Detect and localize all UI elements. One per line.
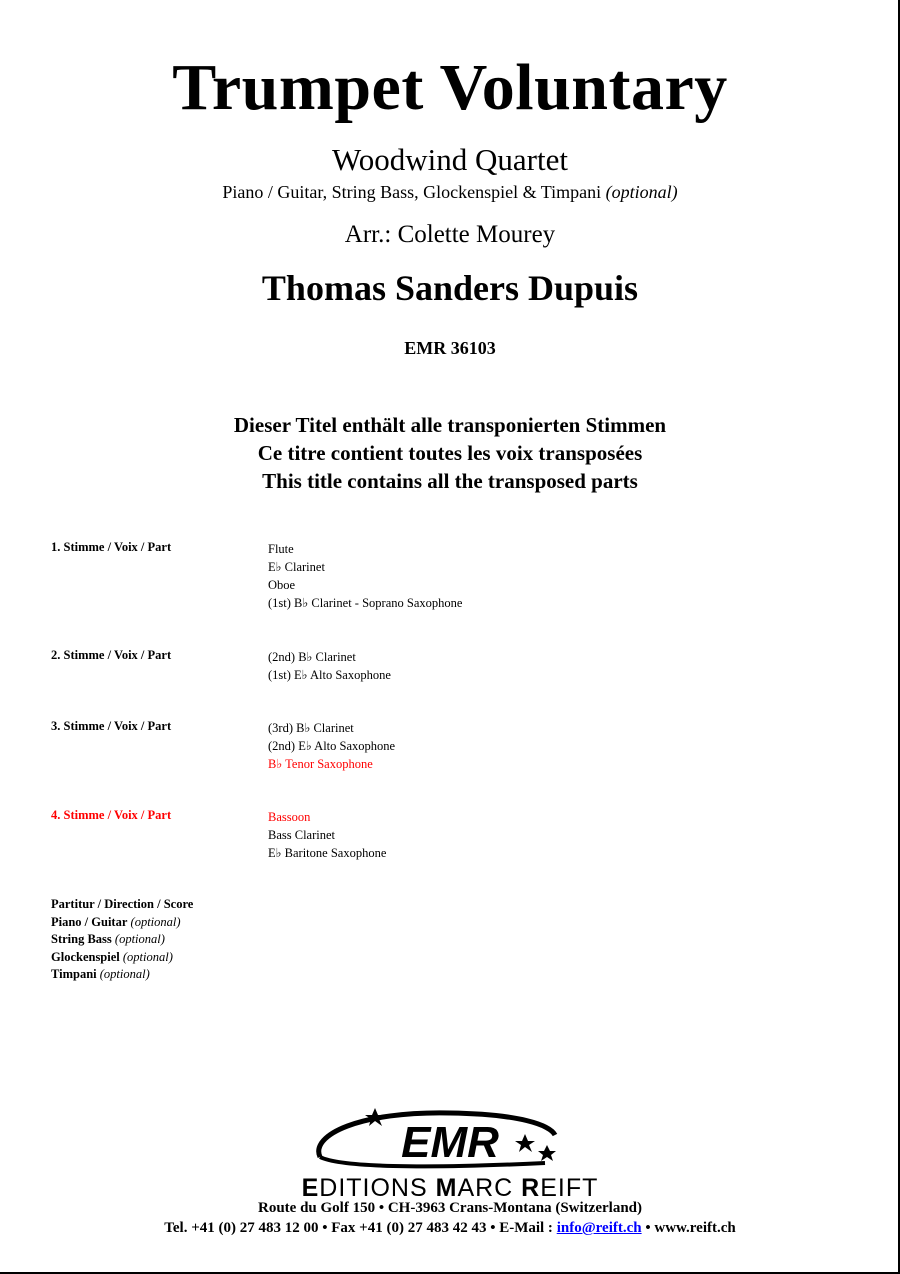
part-items (268, 719, 668, 773)
ensemble-subtitle: Woodwind Quartet (332, 142, 568, 177)
score-row (51, 931, 193, 949)
part-items (268, 648, 668, 684)
part-item: Oboe (268, 578, 296, 592)
score-row-name: String Bass (51, 932, 112, 946)
part-label: 2. Stimme / Voix / Part (51, 648, 172, 662)
part-item: (2nd) B♭ Clarinet (268, 650, 356, 664)
score-row (51, 966, 193, 984)
score-row-name: Glockenspiel (51, 949, 120, 964)
score-header: Partitur / Direction / Score (51, 897, 194, 911)
part-item: (1st) E♭ Alto Saxophone (268, 668, 391, 682)
piece-title: Trumpet Voluntary (172, 51, 728, 124)
publisher-name: EDITIONS MARC REIFT (301, 1174, 599, 1202)
transposed-note-de: Dieser Titel enthält alle transponierten Stimmen (233, 413, 667, 437)
part-item: E♭ Clarinet (268, 560, 325, 574)
score-row (51, 914, 193, 932)
publisher-address: Route du Golf 150 • CH-3963 Crans-Montana (Switzerland) (258, 1200, 642, 1216)
score-row-name: Piano / Guitar (51, 914, 128, 929)
part-label: 3. Stimme / Voix / Part (51, 719, 172, 733)
email-link[interactable]: info@reift.ch (556, 1220, 642, 1236)
transposed-note (0, 411, 900, 495)
instrumentation-line (0, 182, 900, 203)
score-row-name: Timpani (51, 967, 97, 981)
publisher-contact (0, 1220, 900, 1237)
part-item: Bass Clarinet (268, 828, 336, 842)
instrumentation-text: Piano / Guitar, String Bass, Glockenspiel & Timpani (222, 182, 602, 202)
part-item: (2nd) E♭ Alto Saxophone (268, 739, 396, 753)
catalog-number: EMR 36103 (404, 338, 496, 358)
part-label: 1. Stimme / Voix / Part (51, 540, 172, 554)
svg-text:EMR: EMR (401, 1118, 499, 1167)
emr-logo-graphic (300, 1105, 600, 1177)
score-list (51, 896, 193, 984)
composer: Thomas Sanders Dupuis (261, 268, 639, 308)
part-items (268, 540, 668, 612)
instrumentation-optional: (optional) (605, 182, 678, 202)
score-row-note: (optional) (99, 967, 150, 981)
score-row-note: (optional) (122, 949, 173, 964)
arranger: Arr.: Colette Mourey (344, 221, 556, 248)
part-item: Flute (268, 542, 294, 556)
part-item-highlighted: Bassoon (268, 810, 311, 824)
contact-suffix: • www.reift.ch (641, 1220, 736, 1236)
part-item: (3rd) B♭ Clarinet (268, 721, 354, 735)
emr-logo (300, 1105, 600, 1177)
part-item: (1st) B♭ Clarinet - Soprano Saxophone (268, 596, 463, 610)
score-row (51, 949, 193, 967)
part-item-highlighted: B♭ Tenor Saxophone (268, 757, 373, 771)
part-item: E♭ Baritone Saxophone (268, 846, 387, 860)
part-label-highlighted: 4. Stimme / Voix / Part (51, 808, 172, 822)
score-row-note: (optional) (130, 914, 181, 929)
transposed-note-fr: Ce titre contient toutes les voix transposées (257, 441, 643, 465)
transposed-note-en: This title contains all the transposed parts (262, 469, 638, 493)
contact-prefix: Tel. +41 (0) 27 483 12 00 • Fax +41 (0) 27 483 42 43 • E-Mail : (164, 1220, 557, 1236)
score-row-note: (optional) (114, 932, 165, 946)
part-items (268, 808, 668, 862)
